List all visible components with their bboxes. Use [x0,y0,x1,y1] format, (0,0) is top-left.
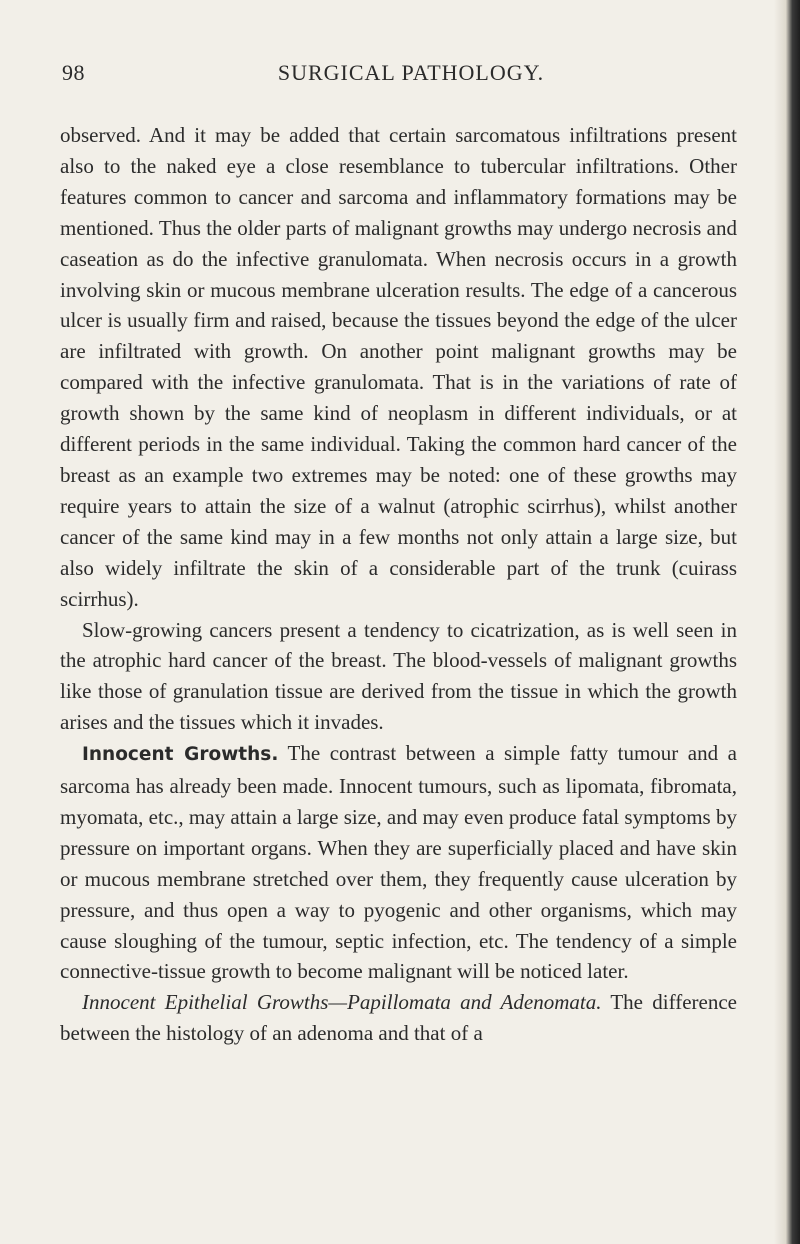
page-number: 98 [62,60,85,85]
section-text: The difference between the histology of an adenoma and that of a [60,990,737,1046]
section-innocent-growths [60,738,737,987]
paragraph: Slow-growing cancers present a tendency to cicatrization, as is well seen in the atrophic hard cancer of the breast. The blood-vessels of malignant growths like those of granulation tissue are derived from the tissue in which the growth arises and the tissues which it invades. [60,617,737,735]
section-heading: Innocent Growths. [82,744,279,766]
section-epithelial-growths [60,987,737,1049]
paragraph: observed. And it may be added that certain sarcomatous infiltrations present also to the naked eye a close resemblance to tubercular infiltrations. Other features common to cancer and sarcoma and inflammatory formations may be mentioned. Thus the older parts of malignant growths may undergo necrosis and caseation as do the infective granulomata. When necrosis occurs in a growth involving skin or mucous membrane ulceration results. The edge of a cancerous ulcer is usually firm and raised, because the tissues beyond the edge of the ulcer are infiltrated with growth. On another point malignant growths may be compared with the infective granulomata. That is in the variations of rate of growth shown by the same kind of neoplasm in different individuals, or at different periods in the same individual. Taking the common hard cancer of the breast as an example two extremes may be noted: one of these growths may require years to attain the size of a walnut (atrophic scirrhus), whilst another cancer of the same kind may in a few months not only attain a large size, but also widely infiltrate the skin of a considerable part of the trunk (cuirass scirrhus). [60,123,737,611]
body-text [60,120,737,1049]
section-text: The contrast between a simple fatty tumour and a sarcoma has already been made. Innocent tumours, such as lipomata, fibromata, myomata, etc., may attain a large size, and may even produce fatal symptoms by pressure on important organs. When they are superficially placed and have skin or mucous membrane stretched over them, they frequently cause ulceration by pressure, and thus open a way to pyogenic and other organisms, which may cause sloughing of the tumour, septic infection, etc. The tendency of a simple connective-tissue growth to become malignant will be noticed later. [60,741,737,984]
page-gutter-shadow [774,0,786,1244]
page-edge [786,0,800,1244]
page-header [62,60,760,94]
running-head: SURGICAL PATHOLOGY. [277,60,545,85]
section-heading: Innocent Epithelial Growths—Papillomata and Adenomata. [82,990,602,1015]
